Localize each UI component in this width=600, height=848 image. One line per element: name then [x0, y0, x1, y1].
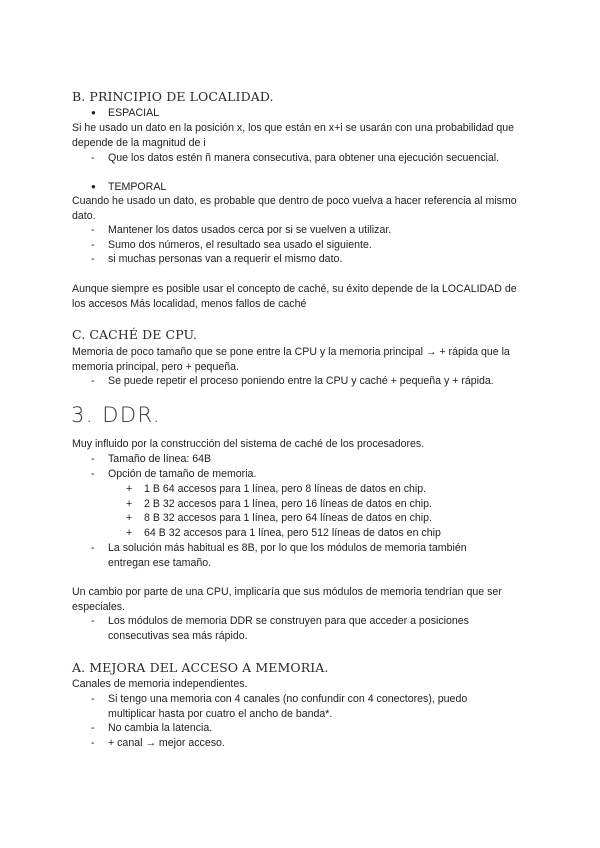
option-item: 2 B 32 accesos para 1 línea, pero 16 líneas de datos en chip.	[144, 498, 432, 510]
list-item: + canal → mejor acceso.	[108, 737, 225, 749]
dash-icon: -	[91, 253, 95, 265]
section-title-ddr: 3. DDR.	[71, 403, 162, 427]
dash-icon: -	[91, 542, 95, 554]
paragraph-summary-localidad: Aunque siempre es posible usar el concepto de caché, su éxito depende de la LOCALIDAD de los accesos Más localidad, menos fallos de caché	[72, 283, 517, 310]
subtitle-temporal: TEMPORAL	[108, 181, 167, 193]
bullet-icon: ●	[91, 108, 96, 117]
dash-icon: -	[91, 737, 95, 749]
dash-icon: -	[91, 375, 95, 387]
plus-icon: +	[126, 512, 133, 524]
bullet-icon: ●	[91, 182, 96, 191]
list-item-mem-option: Opción de tamaño de memoria.	[108, 468, 257, 480]
paragraph-espacial: Si he usado un dato en la posición x, los que están en x+i se usarán con una probabilidad que depende de la magnitud de i	[72, 122, 515, 149]
list-item-line-size: Tamaño de línea: 64B	[108, 453, 212, 465]
list-item: Que los datos estén ñ manera consecutiva, para obtener una ejecución secuencial.	[108, 152, 500, 164]
dash-icon: -	[91, 615, 95, 627]
option-item: 1 B 64 accesos para 1 línea, pero 8 líneas de datos en chip.	[144, 483, 427, 495]
dash-icon: -	[91, 152, 95, 164]
dash-icon: -	[91, 239, 95, 251]
list-item: No cambia la latencia.	[108, 722, 213, 734]
dash-icon: -	[91, 468, 95, 480]
dash-icon: -	[91, 453, 95, 465]
list-item: Se puede repetir el proceso poniendo entre la CPU y caché + pequeña y + rápida.	[108, 375, 494, 387]
section-title-mejora-acceso: A. MEJORA DEL ACCESO A MEMORIA.	[72, 660, 329, 675]
list-item: si muchas personas van a requerir el mismo dato.	[108, 253, 343, 265]
paragraph-ddr-change: Un cambio por parte de una CPU, implicaría que sus módulos de memoria tendrían que ser especiales.	[72, 586, 502, 613]
plus-icon: +	[126, 483, 133, 495]
list-item: Si tengo una memoria con 4 canales (no confundir con 4 conectores), puedo multiplicar hasta por cuatro el ancho de banda*.	[108, 693, 468, 720]
list-item-solution: La solución más habitual es 8B, por lo que los módulos de memoria también entregan ese tamaño.	[108, 542, 467, 569]
plus-icon: +	[126, 498, 133, 510]
list-item: Los módulos de memoria DDR se construyen para que acceder a posiciones consecutivas sea más rápido.	[108, 615, 469, 642]
paragraph-temporal: Cuando he usado un dato, es probable que dentro de poco vuelva a hacer referencia al mismo dato.	[72, 195, 517, 222]
paragraph-cache-cpu: Memoria de poco tamaño que se pone entre la CPU y la memoria principal → + rápida que la memoria principal, pero + pequeña.	[72, 346, 510, 373]
section-title-cache-cpu: C. CACHÉ DE CPU.	[72, 327, 198, 342]
dash-icon: -	[91, 722, 95, 734]
option-item: 64 B 32 accesos para 1 línea, pero 512 líneas de datos en chip	[144, 527, 441, 539]
option-item: 8 B 32 accesos para 1 línea, pero 64 líneas de datos en chip.	[144, 512, 432, 524]
section-title-principio-localidad: B. PRINCIPIO DE LOCALIDAD.	[72, 89, 274, 104]
subtitle-espacial: ESPACIAL	[108, 107, 160, 119]
dash-icon: -	[91, 693, 95, 705]
paragraph-canales: Canales de memoria independientes.	[72, 678, 248, 690]
dash-icon: -	[91, 224, 95, 236]
list-item: Mantener los datos usados cerca por si se vuelven a utilizar.	[108, 224, 392, 236]
paragraph-ddr: Muy influido por la construcción del sistema de caché de los procesadores.	[72, 438, 425, 450]
list-item: Sumo dos números, el resultado sea usado el siguiente.	[108, 239, 372, 251]
plus-icon: +	[126, 527, 133, 539]
